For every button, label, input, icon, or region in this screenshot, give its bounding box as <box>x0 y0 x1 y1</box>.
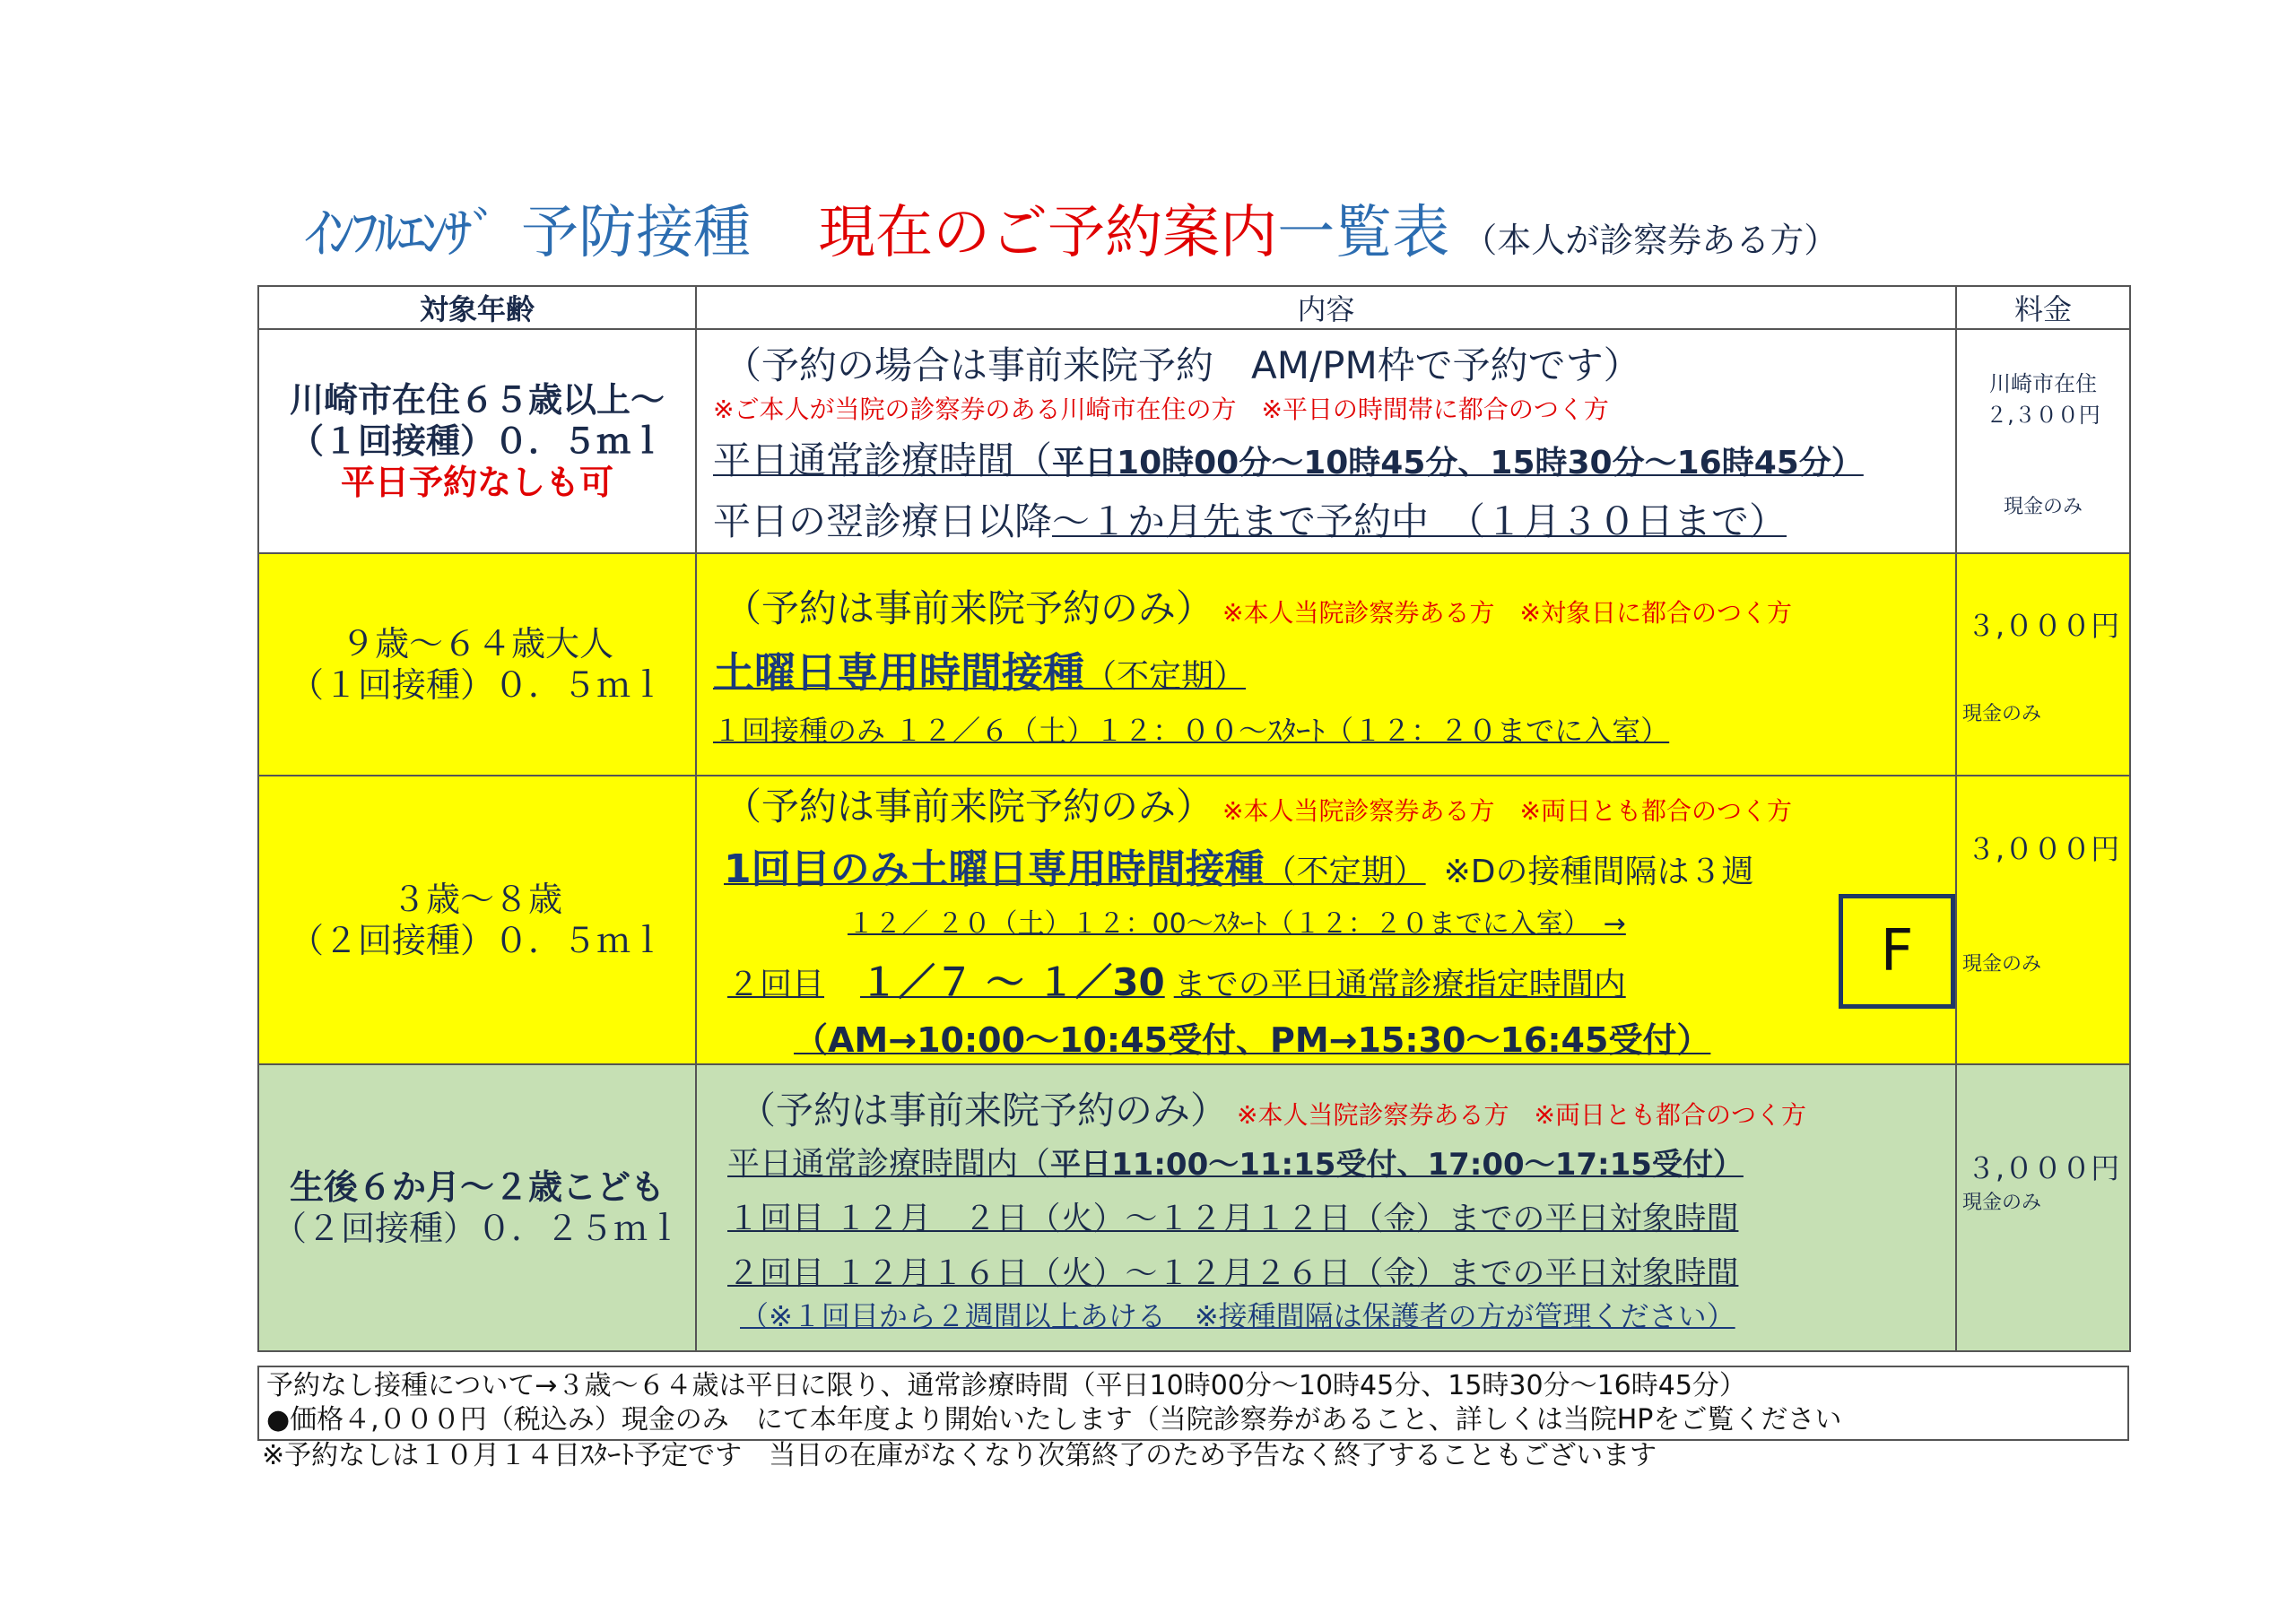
first-dose-title: 1回目のみ土曜日専用時間接種 <box>724 846 1265 892</box>
title-flu: ｲﾝﾌﾙｴﾝｻﾞ <box>305 203 495 265</box>
badge-f: F <box>1839 894 1955 1009</box>
hours-line <box>713 1139 1955 1184</box>
content-cell <box>696 553 1956 776</box>
age-label: 生後６か月～２歳こども <box>289 1167 665 1207</box>
table-row <box>258 329 2130 553</box>
title-note: （本人が診察券ある方） <box>1463 221 1839 260</box>
condition-note: ※本人当院診察券ある方 ※対象日に都合のつく方 <box>1222 598 1792 628</box>
content-cell <box>696 329 1956 553</box>
header-content: 内容 <box>696 286 1956 329</box>
fee-amount: ３,０００円 <box>1966 832 2120 866</box>
fee-cell <box>1956 1064 2130 1351</box>
title-list: 一覧表 <box>1277 200 1450 266</box>
reception-times: （AM→10:00～10:45受付、PM→15:30～16:45受付） <box>794 1020 1711 1060</box>
hours-value: 平日10時00分～10時45分、15時30分～16時45分） <box>1052 445 1864 481</box>
reservation-text: （予約は事前来院予約のみ） <box>724 785 1214 828</box>
reservation-heading <box>713 1081 1955 1135</box>
hours-prefix: 平日通常診療時間内（ <box>727 1145 1051 1183</box>
first-dose-line <box>713 837 1955 894</box>
title-current: 現在のご予約案内 <box>818 200 1278 266</box>
reservation-heading: （予約の場合は事前来院予約 AM/PM枠で予約です） <box>724 343 1641 387</box>
saturday-line <box>713 640 1955 699</box>
fee-cell <box>1956 553 2130 776</box>
condition-note: ※本人当院診察券ある方 ※両日とも都合のつく方 <box>1222 796 1792 826</box>
header-age: 対象年齢 <box>258 286 696 329</box>
walkin-notes <box>257 1366 2129 1441</box>
condition-note: ※ご本人が当院の診察券のある川崎市在住の方 ※平日の時間帯に都合のつく方 <box>713 395 1609 424</box>
interval-note: ※Dの接種間隔は３週 <box>1443 854 1754 890</box>
reservation-heading <box>713 777 1955 831</box>
hours-value: 平日11:00～11:15受付、17:00～17:15受付） <box>1050 1146 1744 1183</box>
title-prevention: 予防接種 <box>521 200 752 266</box>
dose-label: （１回接種）０．５ｍｌ <box>289 665 665 705</box>
fee-residency: 川崎市在住 <box>1989 371 2097 396</box>
condition-note: ※本人当院診察券ある方 ※両日とも都合のつく方 <box>1237 1099 1806 1130</box>
fee-amount: ２,３００円 <box>1986 403 2100 428</box>
age-cell <box>258 776 696 1064</box>
dose-label: （１回接種）０．５ｍｌ <box>289 421 665 461</box>
second-dose-period: ２回目 １２月１６日（火）～１２月２６日（金）までの平日対象時間 <box>727 1254 1739 1292</box>
irregular-label: （不定期） <box>1264 854 1426 890</box>
reservation-text: （予約は事前来院予約のみ） <box>738 1088 1229 1132</box>
table-row <box>258 553 2130 776</box>
walkin-note-2: ●価格４,０００円（税込み）現金のみ にて本年度より開始いたします（当院診察券があること、詳しくは当院HPをご覧ください <box>266 1404 1842 1436</box>
irregular-label: （不定期） <box>1084 658 1247 695</box>
content-cell <box>696 1064 1956 1351</box>
reservation-text: （予約は事前来院予約のみ） <box>724 586 1214 630</box>
walkin-note-3: ※予約なしは１０月１４日ｽﾀｰﾄ予定です 当日の在庫がなくなり次第終了のため予告なく終了することもございます <box>262 1440 1657 1471</box>
age-label: 川崎市在住６５歳以上～ <box>289 380 665 420</box>
saturday-title: 土曜日専用時間接種 <box>713 648 1084 697</box>
age-cell <box>258 1064 696 1351</box>
age-cell <box>258 553 696 776</box>
second-dose-text: までの平日通常診療指定時間内 <box>1173 967 1626 1003</box>
hours-line <box>713 431 1955 485</box>
fee-cell <box>1956 776 2130 1064</box>
fee-cash: 現金のみ <box>1962 1192 2042 1214</box>
walkin-note-1: 予約なし接種について→３歳～６４歳は平日に限り、通常診療時間（平日10時00分～10時45分、15時30分～16時45分） <box>266 1370 1746 1401</box>
reservation-heading <box>713 579 1955 633</box>
first-dose-date: １２／ ２０（土）１２：00～ｽﾀｰﾄ（１２：２０までに入室） → <box>848 908 1626 940</box>
dose-label: （２回接種）０．５ｍｌ <box>289 921 665 960</box>
schedule-table <box>257 285 2131 1352</box>
age-cell <box>258 329 696 553</box>
table-row <box>258 1064 2130 1351</box>
fee-cash: 現金のみ <box>2003 496 2083 518</box>
fee-cash: 現金のみ <box>1962 702 2042 725</box>
second-dose-line <box>713 953 1955 1007</box>
interval-note: （※１回目から２週間以上あける ※接種間隔は保護者の方が管理ください） <box>740 1298 1735 1333</box>
booking-window <box>713 492 1955 546</box>
table-header-row <box>258 286 2130 329</box>
fee-amount: ３,０００円 <box>1966 608 2120 643</box>
table-row <box>258 776 2130 1064</box>
content-cell <box>696 776 1956 1064</box>
second-dose-range: １／７ ～ １／30 <box>860 960 1165 1004</box>
header-fee: 料金 <box>1956 286 2130 329</box>
booking-range: ～１か月先まで予約中 （１月３０日まで） <box>1052 499 1787 543</box>
fee-amount: ３,０００円 <box>1966 1151 2120 1185</box>
page-title <box>305 186 1838 267</box>
age-label: ３歳～８歳 <box>391 880 562 919</box>
second-dose-label: ２回目 <box>727 967 825 1003</box>
fee-cash: 現金のみ <box>1962 953 2042 976</box>
first-dose-period: １回目 １２月 ２日（火）～１２月１２日（金）までの平日対象時間 <box>727 1200 1739 1237</box>
fee-cell <box>1956 329 2130 553</box>
dose-label: （２回接種）０．２５ｍｌ <box>272 1209 682 1248</box>
booking-prefix: 平日の翌診療日以降 <box>713 499 1053 543</box>
age-label: ９歳～６４歳大人 <box>340 624 613 664</box>
single-dose-line: １回接種のみ １２／６（土）１２：００～ｽﾀｰﾄ（１２：２０までに入室） <box>713 714 1670 748</box>
walkin-label: 平日予約なしも可 <box>340 463 613 502</box>
hours-prefix: 平日通常診療時間（ <box>713 438 1053 482</box>
